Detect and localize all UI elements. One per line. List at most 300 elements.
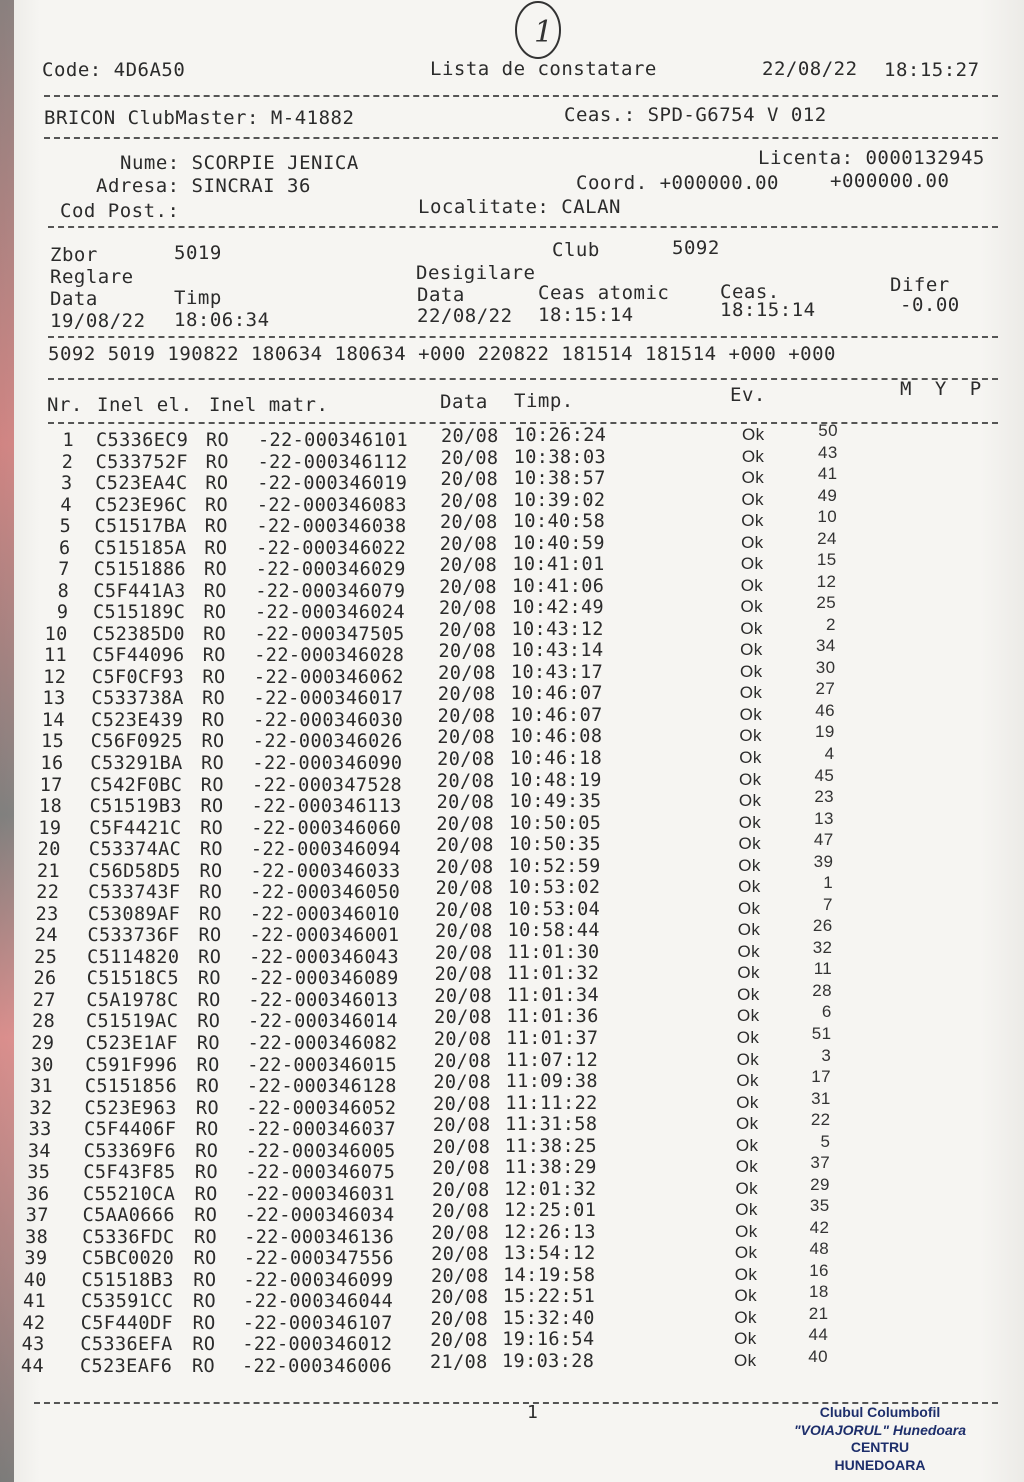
row-time: 12:25:01 <box>503 1200 597 1222</box>
row-handwritten-mark: 44 <box>808 1325 829 1345</box>
row-inel-matr: -22-000346075 <box>245 1162 396 1184</box>
row-country: RO <box>192 1356 216 1377</box>
row-nr: 33 <box>28 1119 52 1141</box>
row-handwritten-mark: 45 <box>814 765 835 785</box>
row-time: 10:48:19 <box>509 769 602 791</box>
row-date: 20/08 <box>430 1330 488 1352</box>
row-inel-matr: -22-000346019 <box>257 473 408 495</box>
row-event: Ok <box>741 511 764 531</box>
row-handwritten-mark: 42 <box>809 1217 830 1237</box>
row-handwritten-mark: 26 <box>812 916 833 936</box>
row-event: Ok <box>737 963 760 983</box>
row-time: 11:01:30 <box>507 941 600 963</box>
row-handwritten-mark: 2 <box>826 614 836 634</box>
row-event: Ok <box>740 640 763 660</box>
owner-name: Nume: SCORPIE JENICA <box>120 152 359 174</box>
row-country: RO <box>197 1011 221 1033</box>
row-date: 20/08 <box>438 641 497 663</box>
row-nr: 5 <box>59 516 72 538</box>
row-event: Ok <box>736 1049 760 1069</box>
row-inel-matr: -22-000346038 <box>256 516 407 538</box>
row-handwritten-mark: 16 <box>809 1260 829 1280</box>
row-date: 20/08 <box>431 1265 489 1287</box>
row-date: 20/08 <box>431 1244 489 1266</box>
divider <box>48 378 998 380</box>
row-inel-matr: -22-000346050 <box>250 882 401 904</box>
row-inel-el: C591F996 <box>85 1054 178 1076</box>
row-event: Ok <box>739 726 762 746</box>
divider <box>48 226 998 228</box>
license-number: Licenta: 0000132945 <box>758 147 985 169</box>
summary-line: 5092 5019 190822 180634 180634 +000 220822 181514 181514 +000 +000 <box>48 343 836 365</box>
row-nr: 44 <box>20 1356 44 1377</box>
row-event: Ok <box>736 1027 760 1047</box>
row-time: 11:01:34 <box>506 984 600 1006</box>
row-event: Ok <box>734 1351 757 1370</box>
row-country: RO <box>199 839 223 861</box>
row-country: RO <box>197 989 221 1011</box>
row-event: Ok <box>735 1200 758 1220</box>
row-inel-el: C533736F <box>87 925 180 947</box>
row-event: Ok <box>737 984 760 1004</box>
clock-label: Ceas.: SPD-G6754 V 012 <box>564 104 827 126</box>
row-inel-matr: -22-000346001 <box>249 925 400 947</box>
row-time: 10:46:07 <box>510 704 603 726</box>
row-handwritten-mark: 10 <box>817 507 838 527</box>
row-nr: 2 <box>61 451 74 473</box>
postcode-label: Cod Post.: <box>60 200 180 222</box>
row-inel-matr: -22-000346107 <box>242 1312 393 1334</box>
row-date: 20/08 <box>432 1136 491 1158</box>
row-inel-el: C515189C <box>93 602 186 624</box>
row-nr: 10 <box>44 623 68 645</box>
row-handwritten-mark: 4 <box>824 744 835 764</box>
row-handwritten-mark: 15 <box>816 550 837 570</box>
row-date: 20/08 <box>433 1050 492 1072</box>
row-inel-matr: -22-000346029 <box>255 559 406 581</box>
row-inel-el: C523EA4C <box>95 473 188 495</box>
row-inel-matr: -22-000346052 <box>246 1097 397 1119</box>
row-time: 12:26:13 <box>503 1221 596 1243</box>
data-label-2: Data <box>417 284 465 306</box>
row-event: Ok <box>737 898 761 918</box>
row-event: Ok <box>740 618 763 638</box>
table-row <box>0 421 1024 453</box>
row-inel-el: C5151856 <box>84 1076 178 1098</box>
row-handwritten-mark: 39 <box>813 851 834 871</box>
row-nr: 34 <box>27 1140 51 1162</box>
row-date: 20/08 <box>438 662 496 684</box>
row-nr: 26 <box>33 968 57 990</box>
table-row <box>0 1347 1024 1379</box>
row-date: 20/08 <box>436 770 495 792</box>
row-date: 20/08 <box>430 1308 489 1330</box>
row-handwritten-mark: 35 <box>809 1196 830 1216</box>
row-country: RO <box>202 645 226 667</box>
row-time: 10:42:49 <box>511 597 605 619</box>
row-handwritten-mark: 21 <box>808 1303 829 1323</box>
print-date: 22/08/22 <box>762 58 858 80</box>
row-time: 10:40:59 <box>512 532 605 554</box>
row-nr: 32 <box>29 1097 53 1119</box>
row-nr: 6 <box>58 537 71 559</box>
row-inel-el: C51519AC <box>85 1011 179 1033</box>
row-date: 20/08 <box>440 447 499 469</box>
row-handwritten-mark: 7 <box>823 894 833 914</box>
row-inel-el: C515185A <box>94 537 187 559</box>
row-country: RO <box>192 1334 216 1356</box>
row-date: 20/08 <box>430 1287 489 1309</box>
row-event: Ok <box>739 769 762 789</box>
row-date: 20/08 <box>435 878 494 900</box>
row-event: Ok <box>741 532 764 552</box>
row-date: 20/08 <box>436 813 495 835</box>
row-event: Ok <box>741 446 765 466</box>
row-inel-el: C5F0CF93 <box>91 666 185 688</box>
row-nr: 42 <box>22 1312 46 1334</box>
row-country: RO <box>205 473 229 495</box>
row-country: RO <box>206 430 230 451</box>
data-label: Data <box>50 288 98 310</box>
row-nr: 31 <box>29 1076 54 1098</box>
row-time: 10:40:58 <box>512 511 606 533</box>
row-country: RO <box>195 1119 219 1141</box>
row-time: 11:31:58 <box>505 1114 598 1136</box>
row-time: 10:41:06 <box>512 575 605 597</box>
col-ev: Ev. <box>730 384 766 406</box>
desigilare-clock-time: 18:15:14 <box>720 299 816 321</box>
row-inel-matr: -22-000346005 <box>245 1140 396 1162</box>
zbor-value: 5019 <box>174 242 222 264</box>
row-inel-el: C542F0BC <box>90 774 183 796</box>
row-inel-matr: -22-000346012 <box>242 1334 393 1356</box>
club-value: 5092 <box>672 237 720 259</box>
row-nr: 9 <box>56 602 69 624</box>
row-country: RO <box>197 968 221 990</box>
coord-label: Coord. +000000.00 <box>576 172 779 194</box>
club-stamp <box>760 1404 1000 1474</box>
row-time: 10:49:35 <box>509 791 602 813</box>
row-country: RO <box>205 451 229 473</box>
row-inel-el: C533752F <box>95 451 188 473</box>
row-event: Ok <box>735 1221 758 1241</box>
print-time: 18:15:27 <box>884 59 980 81</box>
row-handwritten-mark: 18 <box>808 1282 829 1302</box>
row-event: Ok <box>734 1329 757 1349</box>
row-handwritten-mark: 34 <box>815 636 836 656</box>
col-inel-el: Inel el. <box>97 394 193 416</box>
stamp-line: Clubul Columbofil <box>819 1404 941 1420</box>
row-handwritten-mark: 29 <box>810 1174 830 1194</box>
row-handwritten-mark: 46 <box>815 700 835 720</box>
row-inel-el: C56D58D5 <box>88 860 181 882</box>
row-inel-el: C5F43F85 <box>83 1162 176 1184</box>
row-handwritten-mark: 37 <box>810 1153 831 1173</box>
row-nr: 11 <box>43 645 68 667</box>
row-nr: 12 <box>43 666 67 688</box>
row-inel-el: C53089AF <box>87 903 181 925</box>
row-inel-matr: -22-000346083 <box>256 494 407 516</box>
row-nr: 25 <box>34 946 58 968</box>
row-event: Ok <box>735 1157 759 1177</box>
row-event: Ok <box>741 468 765 488</box>
row-inel-el: C56F0925 <box>90 731 184 753</box>
row-event: Ok <box>737 941 761 961</box>
row-inel-matr: -22-000346090 <box>252 753 403 775</box>
row-handwritten-mark: 30 <box>815 657 836 677</box>
row-country: RO <box>200 774 224 796</box>
row-time: 10:53:02 <box>508 877 601 899</box>
row-time: 10:41:01 <box>512 554 605 576</box>
row-inel-el: C5A1978C <box>86 989 179 1011</box>
row-nr: 21 <box>36 860 61 882</box>
row-country: RO <box>202 688 226 710</box>
row-time: 10:39:02 <box>513 489 606 511</box>
row-event: Ok <box>734 1264 758 1284</box>
row-handwritten-mark: 1 <box>823 873 834 893</box>
row-inel-matr: -22-000346010 <box>249 903 400 925</box>
row-country: RO <box>193 1248 217 1270</box>
row-handwritten-mark: 17 <box>811 1067 832 1087</box>
row-nr: 8 <box>57 580 70 602</box>
row-inel-el: C5BC0020 <box>81 1248 175 1270</box>
col-timp: Timp. <box>514 390 574 412</box>
row-nr: 40 <box>23 1269 47 1291</box>
row-date: 20/08 <box>437 749 495 771</box>
row-date: 20/08 <box>434 1007 492 1029</box>
row-inel-matr: -22-000346094 <box>250 839 401 861</box>
row-nr: 22 <box>36 882 60 904</box>
row-nr: 41 <box>23 1291 47 1313</box>
row-country: RO <box>204 537 228 559</box>
row-date: 20/08 <box>435 856 494 878</box>
row-country: RO <box>204 516 228 538</box>
row-nr: 7 <box>58 559 70 581</box>
row-inel-el: C523E96C <box>94 494 188 516</box>
row-inel-el: C53591CC <box>81 1291 174 1313</box>
row-inel-matr: -22-000346044 <box>243 1291 394 1313</box>
document-title: Lista de constatare <box>430 58 657 80</box>
row-inel-el: C53369F6 <box>83 1140 177 1162</box>
row-date: 20/08 <box>431 1222 490 1244</box>
row-event: Ok <box>738 877 761 897</box>
row-event: Ok <box>738 812 762 832</box>
row-date: 20/08 <box>431 1201 490 1223</box>
row-inel-matr: -22-000347505 <box>254 623 405 645</box>
handwritten-circle-mark <box>510 0 570 62</box>
row-time: 15:22:51 <box>502 1286 596 1308</box>
row-event: Ok <box>735 1135 759 1155</box>
coord-value: +000000.00 <box>830 170 950 192</box>
row-time: 10:46:08 <box>510 726 603 748</box>
desigilare-label: Desigilare <box>416 262 536 284</box>
row-nr: 38 <box>25 1226 49 1248</box>
row-date: 20/08 <box>432 1179 490 1201</box>
row-inel-matr: -22-000346128 <box>246 1076 397 1098</box>
row-handwritten-mark: 40 <box>808 1347 828 1366</box>
row-country: RO <box>203 623 227 645</box>
device-label: BRICON ClubMaster: M-41882 <box>44 107 355 129</box>
row-inel-el: C5F44096 <box>92 645 185 667</box>
row-date: 20/08 <box>441 426 499 447</box>
row-date: 20/08 <box>437 684 496 706</box>
row-time: 10:53:04 <box>507 898 601 920</box>
row-time: 11:38:29 <box>504 1157 597 1179</box>
row-country: RO <box>198 925 222 947</box>
row-inel-el: C5336EFA <box>80 1334 173 1356</box>
row-time: 13:54:12 <box>503 1243 596 1265</box>
row-inel-matr: -22-000346136 <box>244 1226 395 1248</box>
row-inel-matr: -22-000346112 <box>257 451 408 473</box>
row-date: 20/08 <box>435 921 493 943</box>
row-inel-el: C533743F <box>88 882 181 904</box>
row-time: 14:19:58 <box>503 1264 596 1286</box>
owner-address: Adresa: SINCRAI 36 <box>96 175 311 197</box>
row-inel-el: C52385D0 <box>92 623 185 645</box>
row-nr: 29 <box>31 1032 55 1054</box>
row-country: RO <box>204 559 228 581</box>
row-nr: 19 <box>38 817 62 839</box>
row-country: RO <box>194 1162 218 1184</box>
row-nr: 28 <box>32 1011 56 1033</box>
row-date: 20/08 <box>436 792 495 814</box>
row-country: RO <box>192 1291 217 1313</box>
row-time: 10:38:03 <box>513 446 607 468</box>
club-label: Club <box>552 239 600 261</box>
row-date: 20/08 <box>436 835 494 857</box>
row-inel-matr: -22-000346028 <box>254 645 405 667</box>
row-event: Ok <box>740 597 764 617</box>
row-handwritten-mark: 43 <box>818 442 838 462</box>
row-date: 20/08 <box>438 619 497 641</box>
row-inel-matr: -22-000346101 <box>258 430 408 451</box>
row-time: 10:43:12 <box>511 618 604 640</box>
row-event: Ok <box>734 1307 757 1327</box>
row-date: 20/08 <box>437 727 496 749</box>
row-country: RO <box>201 709 225 731</box>
row-handwritten-mark: 48 <box>809 1239 830 1259</box>
row-time: 10:50:05 <box>508 812 602 834</box>
row-event: Ok <box>738 791 762 811</box>
stamp-line: "VOIAJORUL" Hunedoara <box>794 1421 966 1438</box>
row-inel-el: C523E439 <box>91 709 184 731</box>
row-nr: 23 <box>35 903 59 925</box>
divider <box>48 422 998 424</box>
row-date: 20/08 <box>435 899 494 921</box>
row-inel-matr: -22-000346024 <box>255 602 406 624</box>
row-time: 11:07:12 <box>505 1049 599 1071</box>
row-time: 10:43:17 <box>510 661 604 683</box>
row-event: Ok <box>739 683 763 703</box>
row-handwritten-mark: 13 <box>814 808 834 828</box>
row-country: RO <box>199 882 223 904</box>
row-country: RO <box>203 580 227 602</box>
row-time: 11:01:36 <box>506 1006 599 1028</box>
row-inel-matr: -22-000346062 <box>253 666 404 688</box>
row-inel-matr: -22-000347556 <box>243 1248 394 1270</box>
row-inel-el: C5F4406F <box>84 1119 177 1141</box>
row-event: Ok <box>739 704 763 724</box>
row-country: RO <box>200 796 224 818</box>
row-inel-el: C523E1AF <box>85 1032 178 1054</box>
row-inel-matr: -22-000346026 <box>252 731 403 753</box>
row-time: 15:32:40 <box>502 1307 595 1329</box>
desigilare-atomic-time: 18:15:14 <box>538 304 634 326</box>
row-date: 20/08 <box>437 705 496 727</box>
row-handwritten-mark: 41 <box>817 464 838 484</box>
row-time: 10:50:35 <box>508 834 601 856</box>
row-event: Ok <box>738 834 761 854</box>
row-date: 20/08 <box>432 1158 490 1180</box>
row-nr: 3 <box>61 473 73 495</box>
row-date: 20/08 <box>438 598 497 620</box>
row-nr: 39 <box>24 1248 48 1270</box>
stamp-line: HUNEDOARA <box>834 1456 926 1473</box>
row-country: RO <box>194 1183 218 1205</box>
row-nr: 30 <box>30 1054 54 1076</box>
row-nr: 35 <box>27 1162 51 1184</box>
row-handwritten-mark: 22 <box>810 1110 831 1130</box>
row-inel-matr: -22-000346031 <box>244 1183 395 1205</box>
ceas-label: Ceas. <box>720 281 780 303</box>
row-inel-matr: -22-000346030 <box>253 709 404 731</box>
row-inel-matr: -22-000346015 <box>247 1054 398 1076</box>
row-inel-matr: -22-000346034 <box>244 1205 395 1227</box>
row-event: Ok <box>736 1071 759 1091</box>
row-date: 20/08 <box>439 512 498 534</box>
row-inel-el: C5114820 <box>87 946 180 968</box>
row-event: Ok <box>739 748 762 768</box>
row-event: Ok <box>737 920 761 940</box>
row-nr: 27 <box>32 989 56 1011</box>
row-nr: 37 <box>25 1205 49 1227</box>
row-inel-el: C523EAF6 <box>80 1356 173 1377</box>
difer-label: Difer <box>890 274 950 296</box>
row-event: Ok <box>738 855 761 875</box>
timp-label: Timp <box>174 287 222 309</box>
row-date: 20/08 <box>439 555 498 577</box>
row-country: RO <box>198 946 222 968</box>
ceas-atomic-label: Ceas atomic <box>538 282 670 304</box>
row-inel-el: C51517BA <box>94 516 187 538</box>
row-handwritten-mark: 51 <box>811 1023 832 1043</box>
row-country: RO <box>193 1226 218 1248</box>
row-time: 12:01:32 <box>504 1178 597 1200</box>
row-time: 11:09:38 <box>505 1071 598 1093</box>
row-time: 10:46:18 <box>509 748 603 770</box>
row-time: 10:52:59 <box>508 855 601 877</box>
row-date: 20/08 <box>432 1115 491 1137</box>
row-event: Ok <box>734 1243 758 1263</box>
row-nr: 15 <box>41 731 65 753</box>
row-time: 19:03:28 <box>502 1351 595 1372</box>
row-country: RO <box>196 1076 220 1098</box>
row-nr: 13 <box>42 688 66 710</box>
row-time: 10:38:57 <box>513 468 606 490</box>
row-nr: 17 <box>39 774 63 796</box>
row-inel-el: C5F441A3 <box>93 580 186 602</box>
locality-label: Localitate: CALAN <box>418 196 621 218</box>
row-handwritten-mark: 27 <box>815 679 836 699</box>
row-inel-matr: -22-000346017 <box>253 688 404 710</box>
row-inel-matr: -22-000346082 <box>247 1032 398 1054</box>
row-time: 11:38:25 <box>504 1135 598 1157</box>
row-inel-matr: -22-000346006 <box>242 1356 392 1377</box>
row-event: Ok <box>740 554 764 574</box>
row-inel-matr: -22-000346060 <box>251 817 402 839</box>
row-handwritten-mark: 49 <box>817 485 838 505</box>
row-handwritten-mark: 23 <box>814 787 835 807</box>
